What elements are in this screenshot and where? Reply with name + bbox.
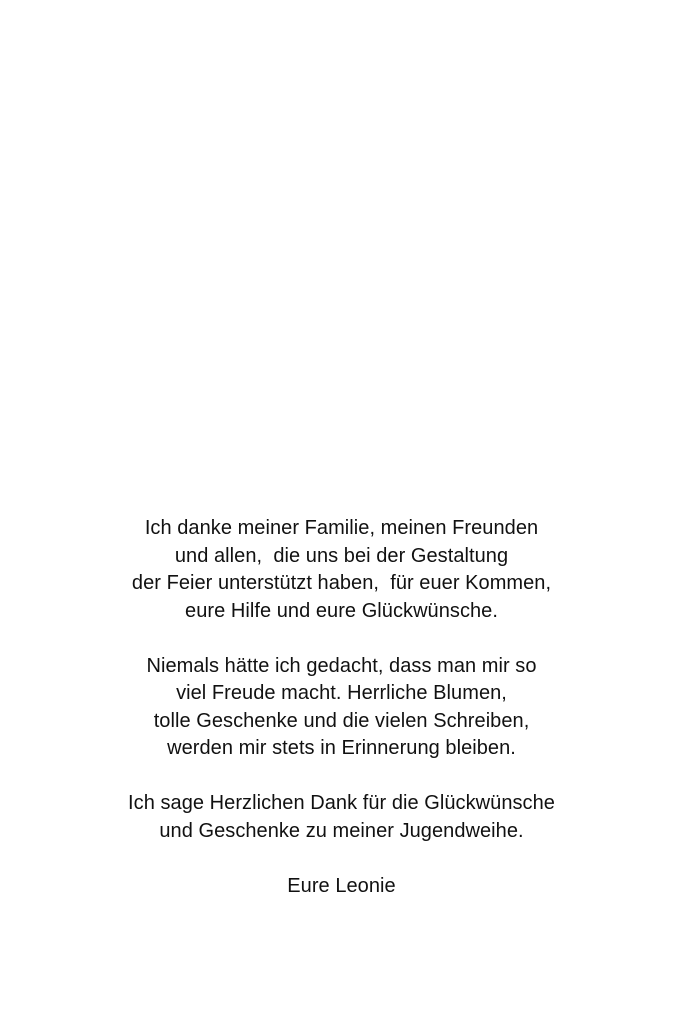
- text-line: viel Freude macht. Herrliche Blumen,: [176, 682, 507, 704]
- text-line: werden mir stets in Erinnerung bleiben.: [167, 737, 516, 759]
- text-line: Ich danke meiner Familie, meinen Freunden: [144, 517, 539, 539]
- text-line: tolle Geschenke und die vielen Schreiben,: [153, 709, 530, 732]
- text-line: eure Hilfe und eure Glückwünsche.: [185, 599, 498, 622]
- text-line: Niemals hätte ich gedacht, dass man mir so: [146, 654, 537, 677]
- text-line: und allen, die uns bei der Gestaltung: [174, 544, 509, 567]
- paragraph-joy: [0, 653, 683, 763]
- text-line: und Geschenke zu meiner Jugendweihe.: [159, 819, 524, 842]
- paragraph-gratitude: [0, 790, 683, 845]
- text-line: der Feier unterstützt haben, für euer Kommen,: [131, 572, 552, 594]
- paragraph-thanks: [0, 515, 683, 625]
- thank-you-message: [0, 515, 683, 900]
- signature: Eure Leonie: [287, 874, 396, 897]
- text-line: Ich sage Herzlichen Dank für die Glückwünsche: [128, 792, 555, 814]
